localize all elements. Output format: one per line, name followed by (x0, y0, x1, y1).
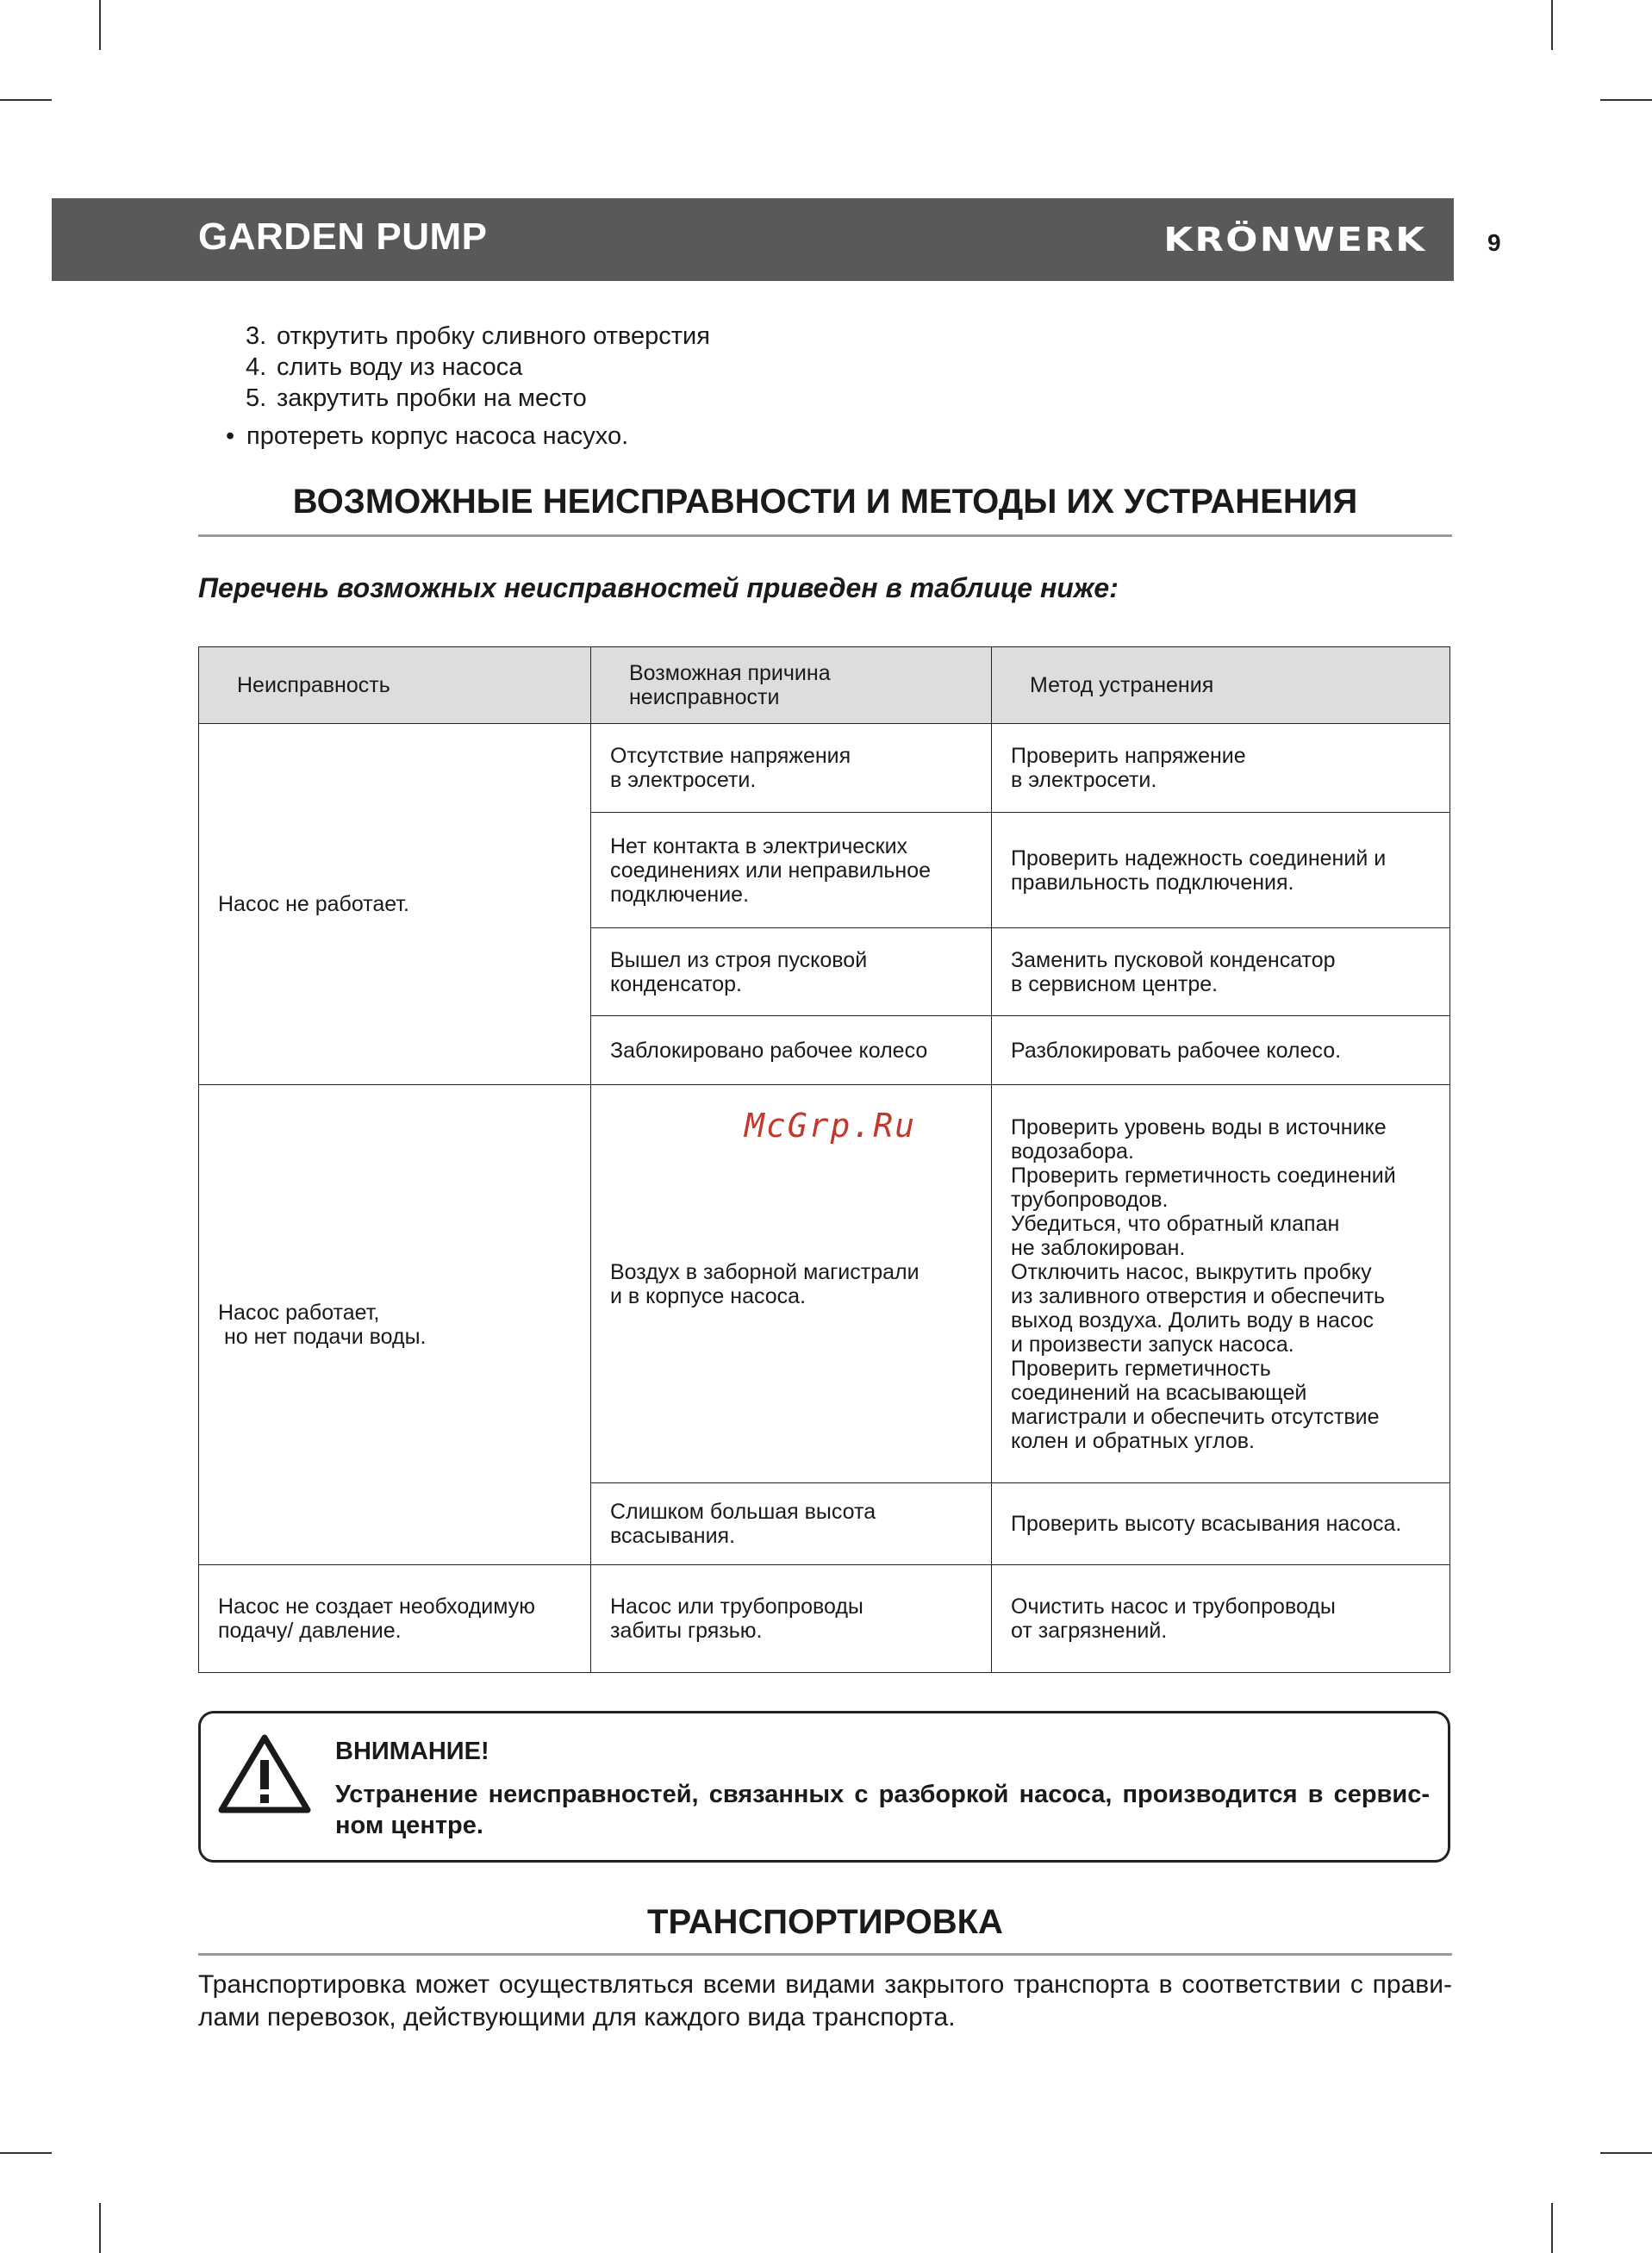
crop-mark (0, 99, 52, 101)
watermark: McGrp.Ru (745, 1107, 917, 1145)
list-item: 4. слить воду из насоса (246, 353, 523, 381)
page-number: 9 (1487, 229, 1501, 256)
table-intro: Перечень возможных неисправностей приведен в таблице ниже: (198, 572, 1119, 603)
fix-cell: Проверить уровень воды в источнике водозабора. Проверить герметичность соединений трубопроводов. Убедиться, что обратный клапан не заблокирован. Отключить насос, выкрутить пробку из заливного отверстия и обеспечить выход воздуха. Долить воду в насос и произвести запуск насоса. Проверить герметичность соединений на всасывающей магистрали и обеспечить отсутствие колен и обратных углов. (992, 1085, 1450, 1483)
brand-name: KRÖNWERK (1163, 221, 1426, 259)
fault-cell: Насос не создает необходимую подачу/ давление. (199, 1565, 591, 1673)
bullet-icon: • (226, 422, 235, 450)
cause-cell: Отсутствие напряжения в электросети. (591, 724, 992, 813)
list-item: 3. открутить пробку сливного отверстия (246, 322, 710, 350)
cause-cell: Насос или трубопроводы забиты грязью. (591, 1565, 992, 1673)
header-cause: Возможная причина неисправности (591, 647, 992, 724)
brand-logo (1163, 221, 1426, 259)
fault-cell: Насос работает, но нет подачи воды. (199, 1085, 591, 1565)
fix-cell: Проверить высоту всасывания насоса. (992, 1483, 1450, 1565)
fix-cell: Проверить надежность соединений и правильность подключения. (992, 813, 1450, 928)
warning-triangle-icon (218, 1732, 311, 1815)
section-divider (198, 1953, 1452, 1956)
header-title: GARDEN PUMP (198, 215, 488, 258)
header-fix: Метод устранения (992, 647, 1450, 724)
fix-cell: Проверить напряжение в электросети. (992, 724, 1450, 813)
crop-mark (99, 0, 101, 50)
table-row (199, 1565, 1450, 1673)
warning-title: ВНИМАНИЕ! (335, 1738, 489, 1765)
table-row (199, 724, 1450, 813)
section-divider (198, 534, 1452, 537)
fix-cell: Разблокировать рабочее колесо. (992, 1016, 1450, 1085)
cause-cell: Вышел из строя пусковой конденсатор. (591, 928, 992, 1016)
header-bar (52, 198, 1454, 281)
crop-mark (1551, 0, 1553, 50)
cause-cell: Воздух в заборной магистрали и в корпусе насоса. (591, 1085, 992, 1483)
steps-list (246, 321, 710, 414)
crop-mark (1600, 2152, 1652, 2154)
bullet-item: • протереть корпус насоса насухо. (226, 422, 629, 450)
faults-table (198, 646, 1450, 1673)
cause-cell: Заблокировано рабочее колесо (591, 1016, 992, 1085)
crop-mark (1600, 99, 1652, 101)
section-title-transport: ТРАНСПОРТИРОВКА (647, 1903, 1003, 1941)
section-title-faults: ВОЗМОЖНЫЕ НЕИСПРАВНОСТИ И МЕТОДЫ ИХ УСТРАНЕНИЯ (292, 483, 1358, 521)
crop-mark (99, 2203, 101, 2253)
warning-text: Устранение неисправностей, связанных с разборкой насоса, производится в сервис-ном центре. (335, 1781, 1430, 1839)
crop-mark (0, 2152, 52, 2154)
cause-cell: Слишком большая высота всасывания. (591, 1483, 992, 1565)
fault-cell: Насос не работает. (199, 724, 591, 1085)
list-item: 5. закрутить пробки на место (246, 384, 587, 412)
cause-cell: Нет контакта в электрических соединениях или неправильное подключение. (591, 813, 992, 928)
fix-cell: Очистить насос и трубопроводы от загрязнений. (992, 1565, 1450, 1673)
header-fault: Неисправность (199, 647, 591, 724)
crop-mark (1551, 2203, 1553, 2253)
fix-cell: Заменить пусковой конденсатор в сервисном центре. (992, 928, 1450, 1016)
warning-box (198, 1711, 1450, 1863)
transport-text: Транспортировка может осуществляться всеми видами закрытого транспорта в соответствии с прави-лами перевозок, действующими для каждого вида транспорта. (198, 1970, 1452, 2031)
table-header-row (199, 647, 1450, 724)
